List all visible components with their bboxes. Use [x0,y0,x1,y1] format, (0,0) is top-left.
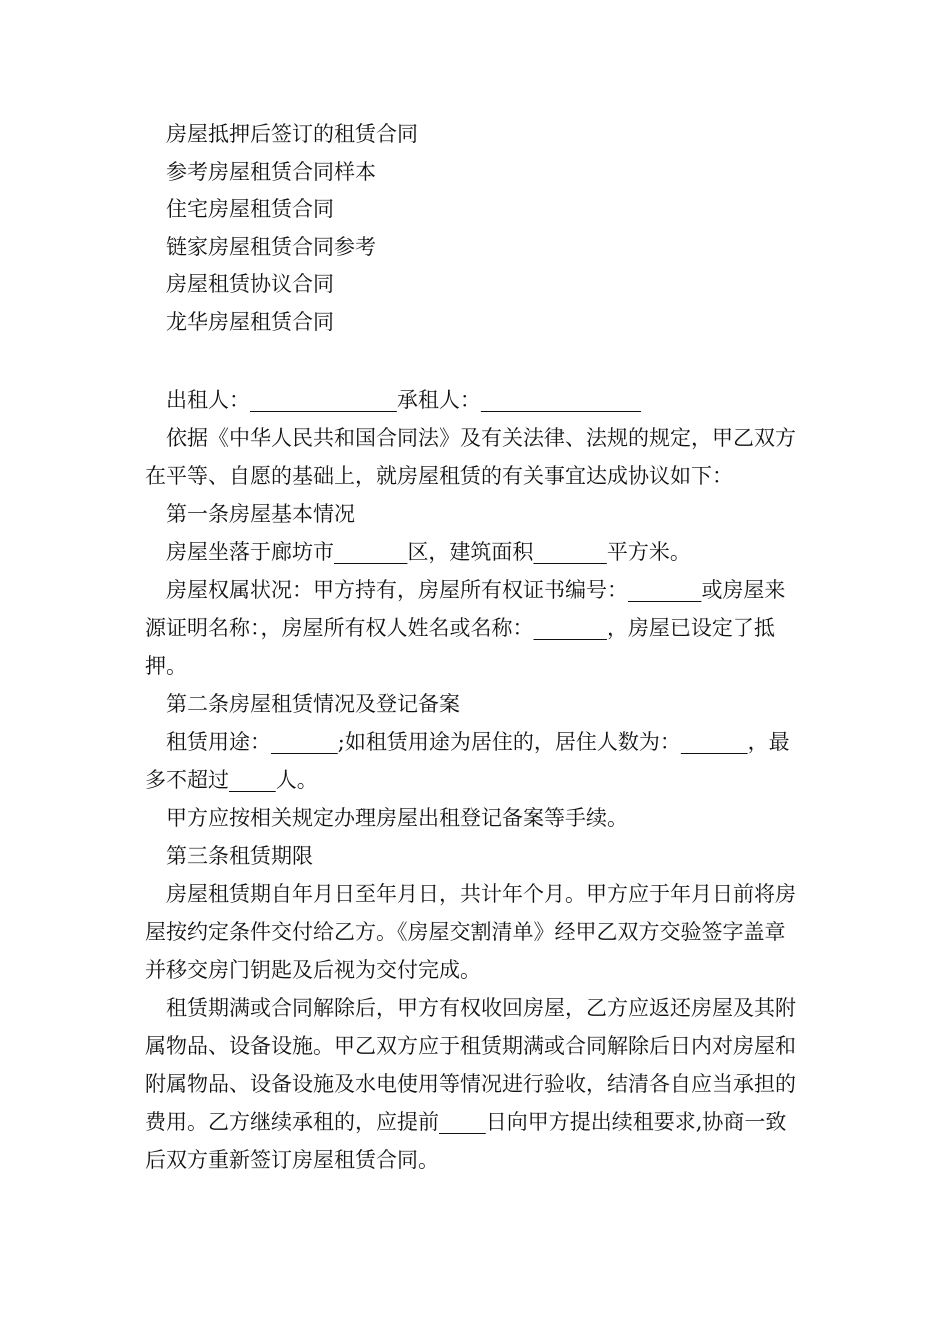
usage-blank [271,730,338,754]
related-link[interactable]: 龙华房屋租赁合同 [166,309,334,334]
intro-paragraph: 依据《中华人民共和国合同法》及有关法律、法规的规定，甲乙双方在平等、自愿的基础上，就房屋租赁的有关事宜达成协议如下： [145,426,796,488]
related-link[interactable]: 参考房屋租赁合同样本 [166,159,376,184]
unit-text: 平方米。 [606,540,691,564]
article-3-title: 第三条租赁期限 [166,844,313,868]
lessee-blank [481,388,641,412]
lessee-label: 承租人： [396,388,481,412]
mortgage-text: ，房屋已设定了抵押。 [145,616,775,678]
ownership-text: 房屋权属状况：甲方持有，房屋所有权证书编号： [166,578,628,602]
occupant-blank [681,730,748,754]
related-link[interactable]: 住宅房屋租赁合同 [166,197,334,221]
days-blank [439,1110,486,1134]
source-text: 或房屋来源证明名称：，房屋所有权人姓名或名称： [145,578,786,640]
district-blank [334,540,407,564]
return-text: 租赁期满或合同解除后，甲方有权收回房屋，乙方应返还房屋及其附属物品、设备设施。甲乙双方应于租赁期满或合同解除后日内对房屋和附属物品、设备设施及水电使用等情况进行验收，结清各自应当承担的费用。乙方继续承租的，应提前 [145,996,796,1134]
ownership-paragraph [145,571,805,685]
registration-paragraph: 甲方应按相关规定办理房屋出租登记备案等手续。 [166,806,628,830]
document-page [145,116,805,1179]
signature-line [145,381,805,419]
area-text: 区，建筑面积 [407,540,534,564]
usage-text: 租赁用途： [166,730,271,754]
max-blank [229,768,276,792]
related-contracts-list [145,116,805,341]
article-2-title: 第二条房屋租赁情况及登记备案 [166,692,460,716]
renewal-text: 日向甲方提出续租要求,协商一致后双方重新签订房屋租赁合同。 [145,1110,787,1172]
location-text: 房屋坐落于廊坊市 [166,540,334,564]
area-blank [533,540,606,564]
lessor-blank [250,388,397,412]
owner-blank [534,616,607,640]
lessor-label: 出租人： [166,388,250,412]
location-paragraph [145,533,805,571]
person-text: 人。 [275,768,318,792]
occupant-text: ;如租赁用途为居住的，居住人数为： [337,730,681,754]
related-link[interactable]: 房屋抵押后签订的租赁合同 [166,122,418,146]
return-paragraph [145,989,805,1179]
related-link[interactable]: 房屋租赁协议合同 [166,272,334,296]
article-1-title: 第一条房屋基本情况 [166,502,355,526]
related-link[interactable]: 链家房屋租赁合同参考 [166,234,376,259]
term-paragraph: 房屋租赁期自年月日至年月日，共计年个月。甲方应于年月日前将房屋按约定条件交付给乙方。《房屋交割清单》经甲乙双方交验签字盖章并移交房门钥匙及后视为交付完成。 [145,882,796,982]
max-text: ，最多不超过 [145,730,790,792]
certificate-blank [628,578,701,602]
usage-paragraph [145,723,805,799]
